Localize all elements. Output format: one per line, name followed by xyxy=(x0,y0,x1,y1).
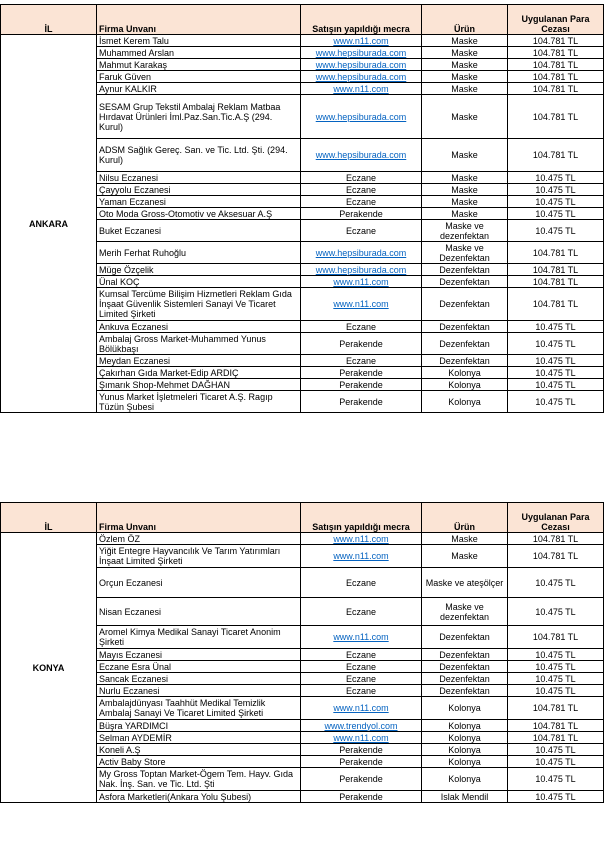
urun-cell: Dezenfektan xyxy=(422,685,508,697)
header-mecra: Satışın yapıldığı mecra xyxy=(301,503,422,533)
mecra-text: Perakende xyxy=(339,396,383,407)
mecra-cell xyxy=(301,367,422,379)
ceza-cell: 10.475 TL xyxy=(508,598,604,626)
firma-cell: SESAM Grup Tekstil Ambalaj Reklam Matbaa Hırdavat Ürünleri İml.Paz.San.Tic.A.Ş (294. Kurul) xyxy=(97,95,301,139)
firma-cell: Koneli A.Ş xyxy=(97,744,301,756)
mecra-cell xyxy=(301,35,422,47)
mecra-cell xyxy=(301,791,422,803)
firma-cell: Özlem ÖZ xyxy=(97,533,301,545)
urun-cell: Maske xyxy=(422,208,508,220)
ceza-cell: 10.475 TL xyxy=(508,367,604,379)
firma-cell: Activ Baby Store xyxy=(97,756,301,768)
mecra-cell xyxy=(301,288,422,321)
ceza-cell: 104.781 TL xyxy=(508,697,604,720)
ceza-cell: 10.475 TL xyxy=(508,391,604,413)
ceza-cell: 10.475 TL xyxy=(508,355,604,367)
mecra-text: Eczane xyxy=(345,673,377,684)
firma-cell: Mayıs Eczanesi xyxy=(97,649,301,661)
mecra-cell xyxy=(301,379,422,391)
header-urun: Ürün xyxy=(422,5,508,35)
firma-cell: İsmet Kerem Talu xyxy=(97,35,301,47)
urun-cell: Maske xyxy=(422,184,508,196)
header-il: İL xyxy=(1,503,97,533)
mecra-link[interactable]: www.n11.com xyxy=(333,83,389,94)
urun-cell: Dezenfektan xyxy=(422,264,508,276)
header-ceza: Uygulanan Para Cezası xyxy=(508,5,604,35)
firma-cell: My Gross Toptan Market-Ögem Tem. Hayv. Gıda Nak. İnş. San. ve Tic. Ltd. Şti xyxy=(97,768,301,791)
mecra-text: Eczane xyxy=(345,685,377,696)
mecra-cell xyxy=(301,685,422,697)
mecra-link[interactable]: www.hepsiburada.com xyxy=(315,150,407,160)
ceza-cell: 10.475 TL xyxy=(508,685,604,697)
mecra-link[interactable]: www.hepsiburada.com xyxy=(315,71,407,82)
ceza-cell: 104.781 TL xyxy=(508,276,604,288)
urun-cell: Dezenfektan xyxy=(422,661,508,673)
urun-cell: Kolonya xyxy=(422,756,508,768)
urun-cell: Maske ve ateşölçer xyxy=(422,568,508,598)
mecra-text: Perakende xyxy=(339,756,383,767)
firma-cell: Aynur KALKIR xyxy=(97,83,301,95)
ceza-cell: 104.781 TL xyxy=(508,59,604,71)
mecra-cell xyxy=(301,276,422,288)
firma-cell: Mahmut Karakaş xyxy=(97,59,301,71)
urun-cell: Maske xyxy=(422,59,508,71)
firma-cell: Yaman Eczanesi xyxy=(97,196,301,208)
mecra-link[interactable]: www.hepsiburada.com xyxy=(315,111,407,122)
mecra-cell xyxy=(301,220,422,242)
mecra-text: Perakende xyxy=(339,367,383,378)
mecra-cell xyxy=(301,139,422,172)
mecra-cell xyxy=(301,172,422,184)
mecra-cell xyxy=(301,264,422,276)
firma-cell: Ünal KOÇ xyxy=(97,276,301,288)
firma-cell: Ankuva Eczanesi xyxy=(97,321,301,333)
urun-cell: Maske ve dezenfektan xyxy=(422,598,508,626)
mecra-cell xyxy=(301,71,422,83)
mecra-cell xyxy=(301,626,422,649)
ceza-cell: 10.475 TL xyxy=(508,184,604,196)
mecra-text: Eczane xyxy=(345,184,377,195)
ceza-cell: 10.475 TL xyxy=(508,791,604,803)
il-cell: ANKARA xyxy=(1,35,97,413)
urun-cell: Maske xyxy=(422,35,508,47)
firma-cell: Eczane Esra Ünal xyxy=(97,661,301,673)
firma-cell: Nilsu Eczanesi xyxy=(97,172,301,184)
firma-cell: Nisan Eczanesi xyxy=(97,598,301,626)
ceza-cell: 10.475 TL xyxy=(508,673,604,685)
firma-cell: ADSM Sağlık Gereç. San. ve Tic. Ltd. Şti. (294. Kurul) xyxy=(97,139,301,172)
ceza-cell: 104.781 TL xyxy=(508,71,604,83)
ceza-cell: 10.475 TL xyxy=(508,568,604,598)
mecra-cell xyxy=(301,242,422,264)
header-il: İL xyxy=(1,5,97,35)
mecra-text: Eczane xyxy=(345,577,377,588)
mecra-text: Eczane xyxy=(345,321,377,332)
mecra-cell xyxy=(301,720,422,732)
firma-cell: Nurlu Eczanesi xyxy=(97,685,301,697)
firma-cell: Çayyolu Eczanesi xyxy=(97,184,301,196)
firma-cell: Meydan Eczanesi xyxy=(97,355,301,367)
mecra-text: Eczane xyxy=(345,196,377,207)
firma-cell: Yiğit Entegre Hayvancılık Ve Tarım Yatırımları İnşaat Limited Şirketi xyxy=(97,545,301,568)
mecra-link[interactable]: www.n11.com xyxy=(333,732,389,743)
mecra-link[interactable]: www.n11.com xyxy=(333,35,389,46)
mecra-text: Eczane xyxy=(345,661,377,672)
urun-cell: Maske ve dezenfektan xyxy=(422,220,508,242)
urun-cell: Maske xyxy=(422,545,508,568)
mecra-cell xyxy=(301,673,422,685)
urun-cell: Kolonya xyxy=(422,367,508,379)
mecra-cell xyxy=(301,545,422,568)
urun-cell: Dezenfektan xyxy=(422,649,508,661)
mecra-cell xyxy=(301,83,422,95)
mecra-cell xyxy=(301,95,422,139)
firma-cell: Ambalajdünyası Taahhüt Medikal Temizlik Ambalaj Sanayi Ve Ticaret Limited Şirketi xyxy=(97,697,301,720)
mecra-cell xyxy=(301,768,422,791)
urun-cell: Maske ve Dezenfektan xyxy=(422,242,508,264)
ceza-cell: 104.781 TL xyxy=(508,95,604,139)
mecra-text: Eczane xyxy=(345,172,377,183)
urun-cell: Kolonya xyxy=(422,732,508,744)
ceza-cell: 104.781 TL xyxy=(508,264,604,276)
firma-cell: Muhammed Arslan xyxy=(97,47,301,59)
mecra-link[interactable]: www.n11.com xyxy=(333,276,389,287)
firma-cell: Sancak Eczanesi xyxy=(97,673,301,685)
ceza-cell: 10.475 TL xyxy=(508,768,604,791)
firma-cell: Buket Eczanesi xyxy=(97,220,301,242)
firma-cell: Kumsal Tercüme Bilişim Hizmetleri Reklam Gıda İnşaat Güvenlik Sistemleri Sanayi Ve Ticaret Limited Şirketi xyxy=(97,288,301,321)
mecra-cell xyxy=(301,321,422,333)
urun-cell: Kolonya xyxy=(422,744,508,756)
ceza-cell: 10.475 TL xyxy=(508,379,604,391)
firma-cell: Çakırhan Gıda Market-Edip ARDIÇ xyxy=(97,367,301,379)
mecra-link[interactable]: www.hepsiburada.com xyxy=(315,247,407,258)
urun-cell: Maske xyxy=(422,196,508,208)
ceza-cell: 104.781 TL xyxy=(508,626,604,649)
mecra-link[interactable]: www.hepsiburada.com xyxy=(315,59,407,70)
urun-cell: Dezenfektan xyxy=(422,321,508,333)
mecra-link[interactable]: www.n11.com xyxy=(333,632,389,642)
header-row xyxy=(1,503,604,533)
firma-cell: Merih Ferhat Ruhoğlu xyxy=(97,242,301,264)
urun-cell: Maske xyxy=(422,71,508,83)
mecra-cell xyxy=(301,598,422,626)
urun-cell: Dezenfektan xyxy=(422,673,508,685)
urun-cell: Kolonya xyxy=(422,768,508,791)
table-row xyxy=(1,533,604,545)
mecra-cell xyxy=(301,697,422,720)
header-row xyxy=(1,5,604,35)
mecra-link[interactable]: www.n11.com xyxy=(333,551,389,561)
mecra-link[interactable]: www.n11.com xyxy=(333,703,389,713)
header-firma: Firma Unvanı xyxy=(97,503,301,533)
mecra-cell xyxy=(301,47,422,59)
ceza-cell: 104.781 TL xyxy=(508,242,604,264)
mecra-text: Eczane xyxy=(345,355,377,366)
ceza-cell: 104.781 TL xyxy=(508,35,604,47)
mecra-cell xyxy=(301,184,422,196)
header-ceza: Uygulanan Para Cezası xyxy=(508,503,604,533)
mecra-link[interactable]: www.n11.com xyxy=(333,533,389,544)
mecra-text: Perakende xyxy=(339,208,383,219)
header-urun: Ürün xyxy=(422,503,508,533)
firma-cell: Müge Özçelik xyxy=(97,264,301,276)
ceza-cell: 10.475 TL xyxy=(508,744,604,756)
urun-cell: Maske xyxy=(422,172,508,184)
firma-cell: Oto Moda Gross-Otomotiv ve Aksesuar A.Ş xyxy=(97,208,301,220)
urun-cell: Maske xyxy=(422,533,508,545)
firma-cell: Büşra YARDIMCI xyxy=(97,720,301,732)
firma-cell: Yunus Market İşletmeleri Ticaret A.Ş. Ragıp Tüzün Şubesi xyxy=(97,391,301,413)
mecra-cell xyxy=(301,391,422,413)
urun-cell: Kolonya xyxy=(422,379,508,391)
urun-cell: Maske xyxy=(422,83,508,95)
mecra-link[interactable]: www.hepsiburada.com xyxy=(315,47,407,58)
urun-cell: Maske xyxy=(422,139,508,172)
firma-cell: Ambalaj Gross Market-Muhammed Yunus Bölükbaşı xyxy=(97,333,301,355)
ceza-cell: 10.475 TL xyxy=(508,756,604,768)
firma-cell: Şımarık Shop-Mehmet DAĞHAN xyxy=(97,379,301,391)
mecra-link[interactable]: www.trendyol.com xyxy=(324,720,398,731)
mecra-text: Perakende xyxy=(339,744,383,755)
ceza-cell: 104.781 TL xyxy=(508,545,604,568)
il-cell: KONYA xyxy=(1,533,97,803)
ceza-cell: 104.781 TL xyxy=(508,139,604,172)
mecra-text: Eczane xyxy=(345,606,377,617)
mecra-cell xyxy=(301,649,422,661)
urun-cell: Dezenfektan xyxy=(422,355,508,367)
ankara-fines-table xyxy=(0,4,604,413)
mecra-cell xyxy=(301,533,422,545)
ceza-cell: 104.781 TL xyxy=(508,533,604,545)
ceza-cell: 10.475 TL xyxy=(508,321,604,333)
urun-cell: Maske xyxy=(422,47,508,59)
urun-cell: Kolonya xyxy=(422,720,508,732)
ceza-cell: 10.475 TL xyxy=(508,220,604,242)
mecra-cell xyxy=(301,732,422,744)
mecra-cell xyxy=(301,661,422,673)
mecra-cell xyxy=(301,196,422,208)
firma-cell: Asfora Marketleri(Ankara Yolu Şubesi) xyxy=(97,791,301,803)
urun-cell: Dezenfektan xyxy=(422,333,508,355)
mecra-cell xyxy=(301,355,422,367)
ceza-cell: 104.781 TL xyxy=(508,83,604,95)
ceza-cell: 10.475 TL xyxy=(508,661,604,673)
mecra-cell xyxy=(301,756,422,768)
mecra-text: Perakende xyxy=(339,774,383,784)
urun-cell: Dezenfektan xyxy=(422,288,508,321)
ceza-cell: 104.781 TL xyxy=(508,720,604,732)
mecra-link[interactable]: www.n11.com xyxy=(333,299,389,309)
header-mecra: Satışın yapıldığı mecra xyxy=(301,5,422,35)
mecra-cell xyxy=(301,333,422,355)
mecra-cell xyxy=(301,59,422,71)
urun-cell: Kolonya xyxy=(422,697,508,720)
ceza-cell: 10.475 TL xyxy=(508,208,604,220)
ceza-cell: 10.475 TL xyxy=(508,172,604,184)
urun-cell: Dezenfektan xyxy=(422,276,508,288)
firma-cell: Aromel Kimya Medikal Sanayi Ticaret Anonim Şirketi xyxy=(97,626,301,649)
mecra-text: Eczane xyxy=(345,225,377,236)
konya-fines-table xyxy=(0,502,604,803)
table-row xyxy=(1,35,604,47)
ceza-cell: 10.475 TL xyxy=(508,649,604,661)
mecra-cell xyxy=(301,568,422,598)
urun-cell: Islak Mendil xyxy=(422,791,508,803)
urun-cell: Kolonya xyxy=(422,391,508,413)
header-firma: Firma Unvanı xyxy=(97,5,301,35)
mecra-text: Perakende xyxy=(339,791,383,802)
ceza-cell: 104.781 TL xyxy=(508,288,604,321)
mecra-text: Perakende xyxy=(339,379,383,390)
urun-cell: Maske xyxy=(422,95,508,139)
ceza-cell: 104.781 TL xyxy=(508,47,604,59)
firma-cell: Faruk Güven xyxy=(97,71,301,83)
firma-cell: Selman AYDEMİR xyxy=(97,732,301,744)
mecra-cell xyxy=(301,744,422,756)
mecra-text: Eczane xyxy=(345,649,377,660)
mecra-text: Perakende xyxy=(339,338,383,349)
urun-cell: Dezenfektan xyxy=(422,626,508,649)
mecra-link[interactable]: www.hepsiburada.com xyxy=(315,264,407,275)
ceza-cell: 104.781 TL xyxy=(508,732,604,744)
ceza-cell: 10.475 TL xyxy=(508,333,604,355)
mecra-cell xyxy=(301,208,422,220)
firma-cell: Orçun Eczanesi xyxy=(97,568,301,598)
ceza-cell: 10.475 TL xyxy=(508,196,604,208)
